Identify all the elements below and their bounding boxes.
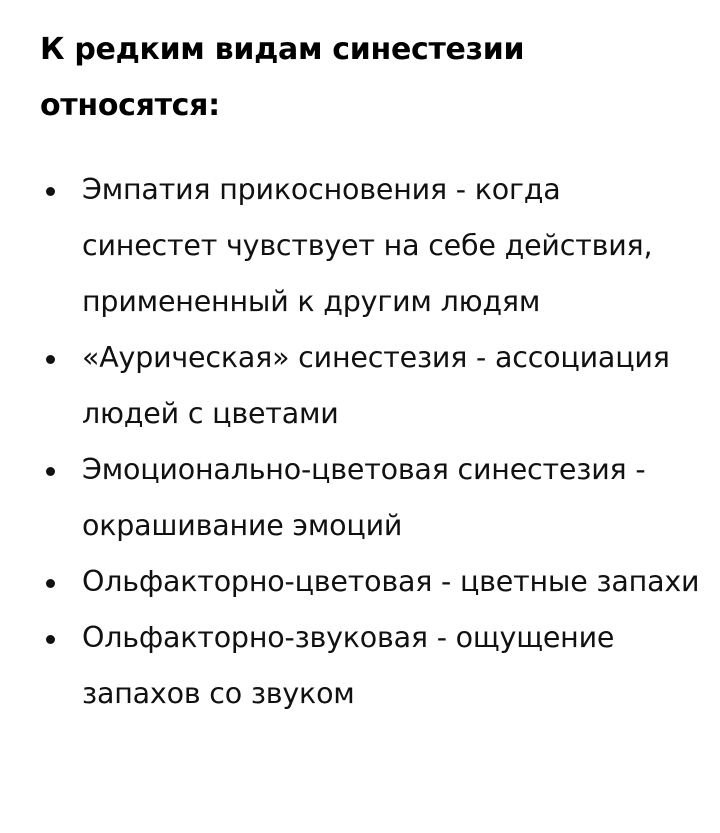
list-item-text: Ольфакторно-цветовая - цветные запахи xyxy=(82,565,700,598)
list-item xyxy=(40,442,700,554)
bullet-icon xyxy=(46,635,55,644)
list-item-text: Эмпатия прикосновения - когда синестет чувствует на себе действия, примененный к другим людям xyxy=(82,173,653,318)
list-item-text: «Аурическая» синестезия - ассоциация людей с цветами xyxy=(82,341,670,430)
list-item xyxy=(40,330,700,442)
synesthesia-types-list xyxy=(40,162,700,722)
bullet-icon xyxy=(46,579,55,588)
list-item xyxy=(40,162,700,330)
article-content xyxy=(40,22,700,722)
bullet-icon xyxy=(46,355,55,364)
list-item xyxy=(40,554,700,610)
bullet-icon xyxy=(46,467,55,476)
list-item xyxy=(40,610,700,722)
list-item-text: Ольфакторно-звуковая - ощущение запахов со звуком xyxy=(82,621,615,710)
section-heading: К редким видам синестезии относятся: xyxy=(40,32,525,123)
list-item-text: Эмоционально-цветовая синестезия - окрашивание эмоций xyxy=(82,453,646,542)
bullet-icon xyxy=(46,187,55,196)
